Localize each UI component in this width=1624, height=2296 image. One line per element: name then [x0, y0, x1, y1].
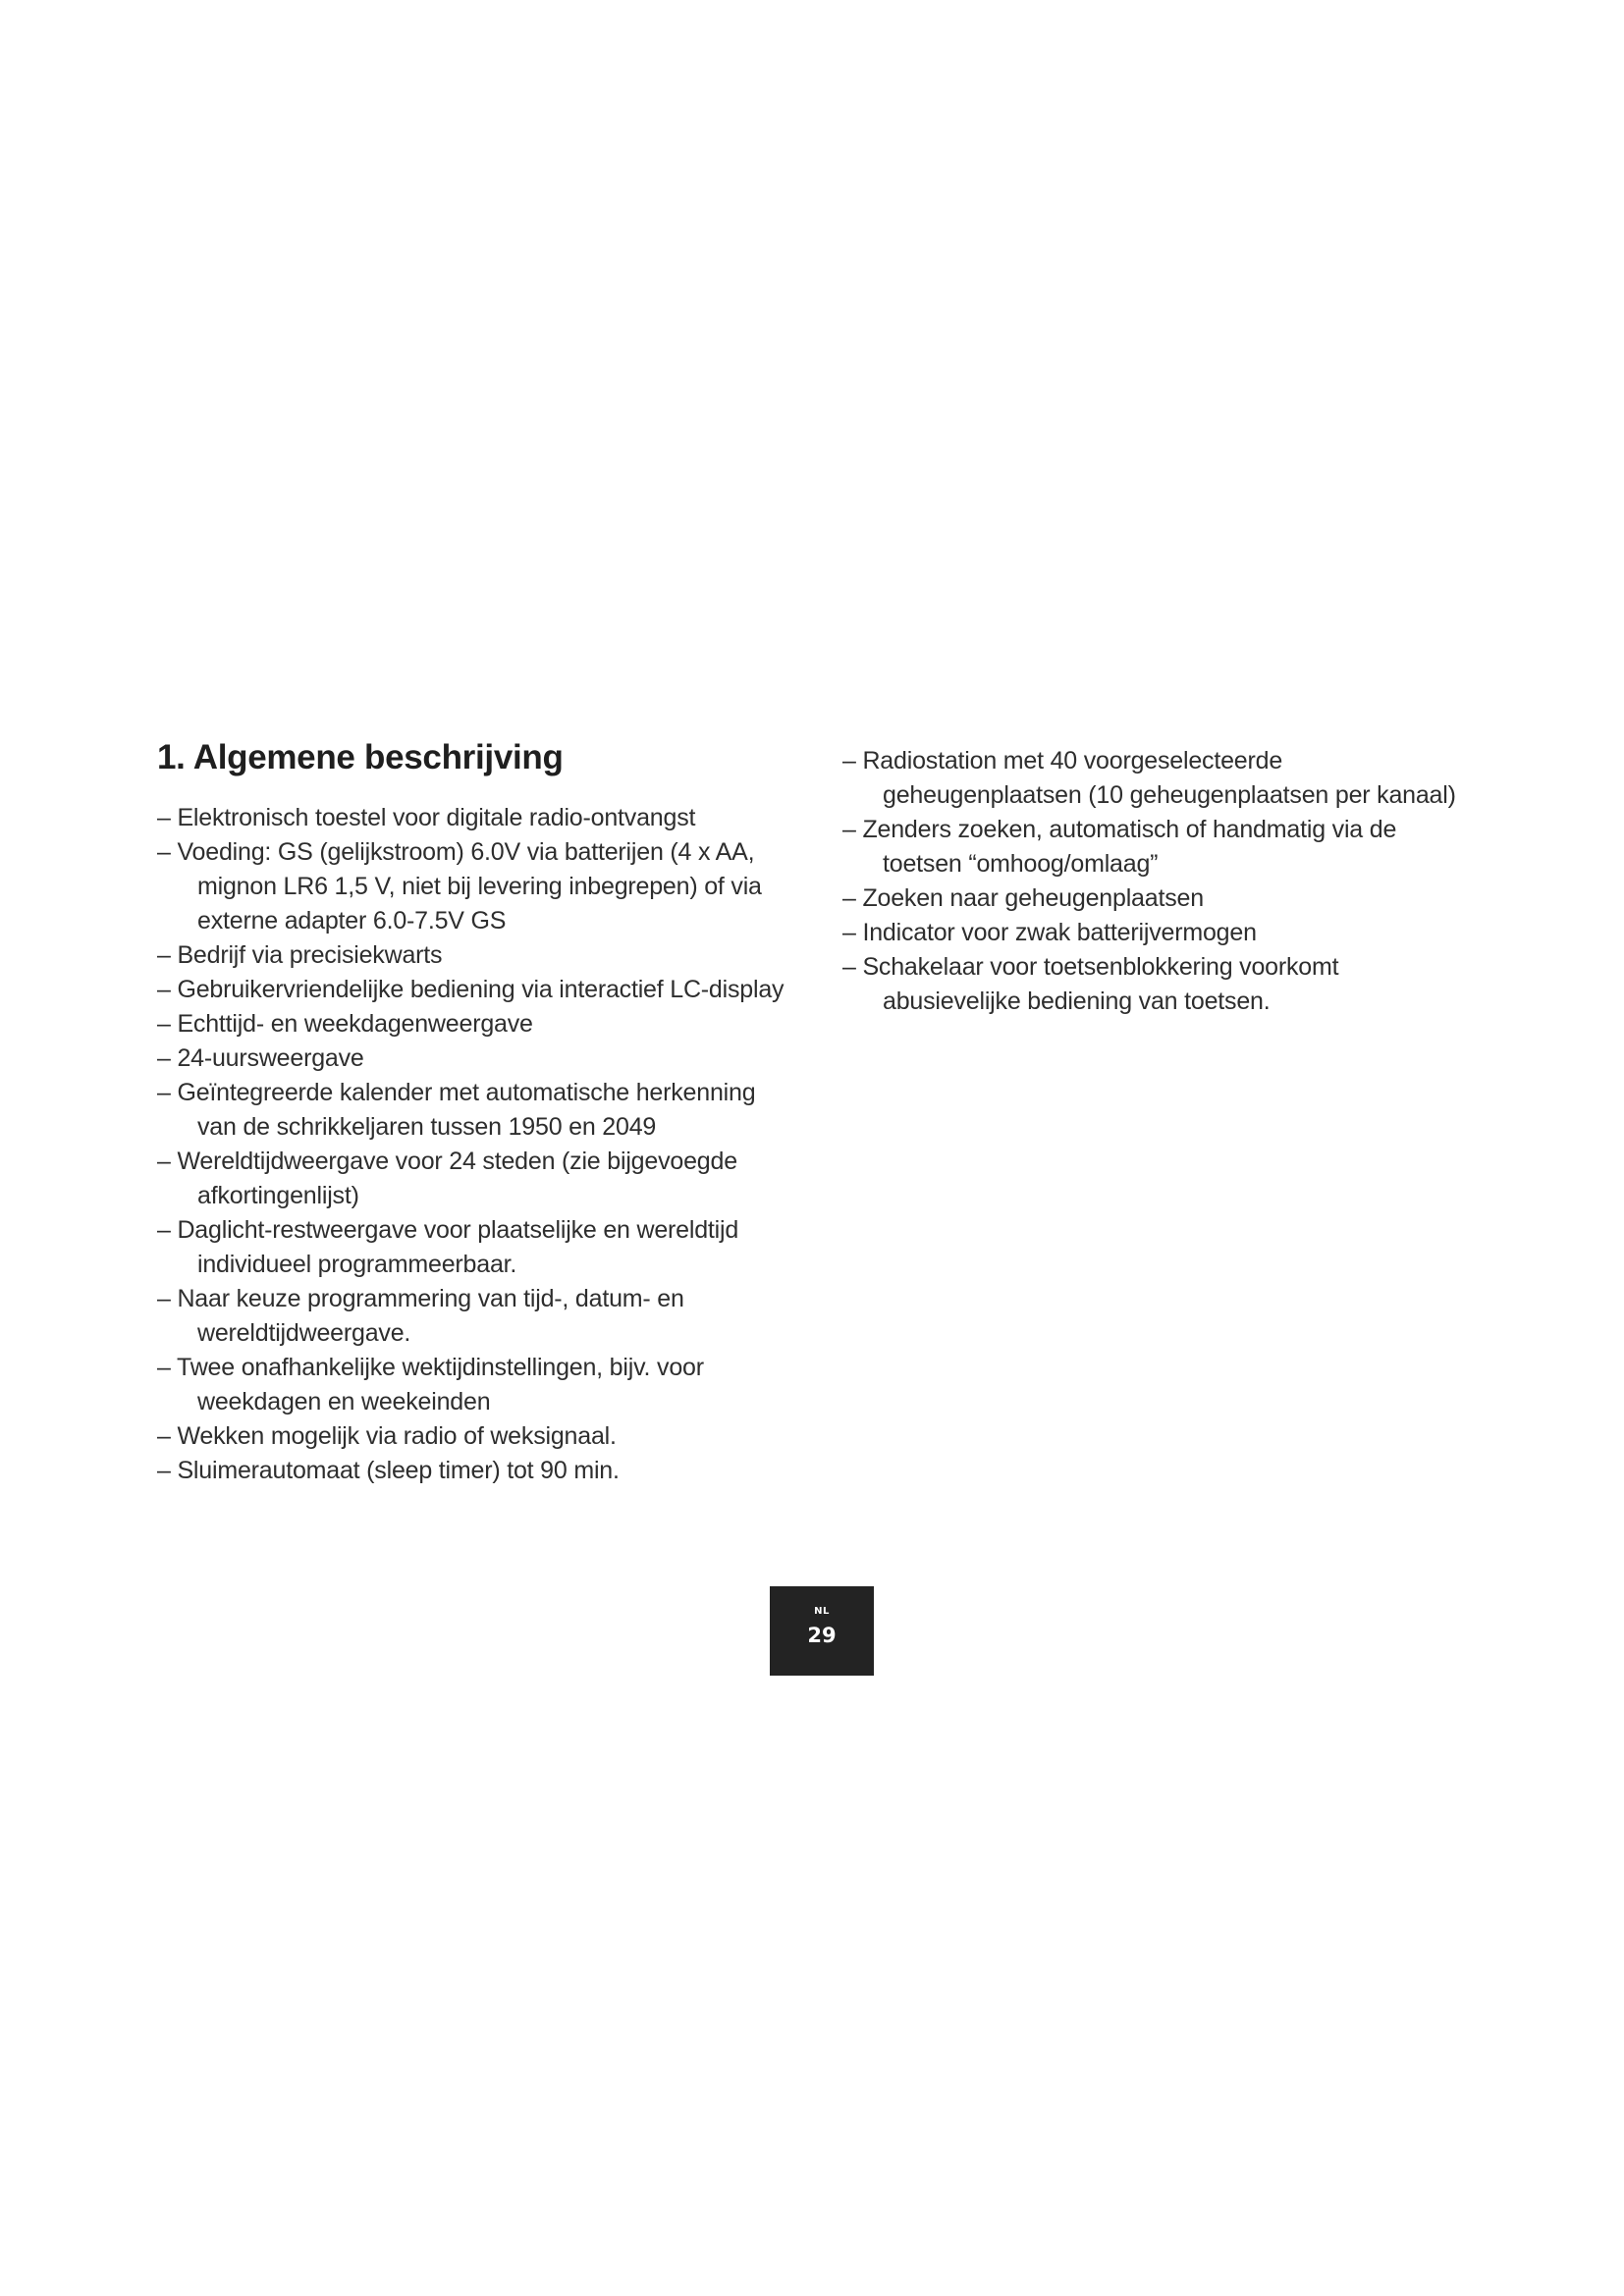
section-heading: 1. Algemene beschrijving	[157, 738, 564, 776]
list-item	[157, 1007, 805, 1041]
list-item	[157, 1351, 805, 1419]
list-item-text: – Bedrijf via precisiekwarts	[157, 941, 443, 969]
list-item-text: – Zenders zoeken, automatisch of handmatig via de	[842, 816, 1397, 843]
list-item-continuation: externe adapter 6.0-7.5V GS	[197, 907, 507, 934]
page-number: 29	[807, 1624, 837, 1647]
list-item	[842, 744, 1471, 813]
list-item-text: – 24-uursweergave	[157, 1044, 364, 1072]
list-item	[842, 813, 1471, 881]
list-item-text: – Schakelaar voor toetsenblokkering voorkomt	[842, 953, 1339, 981]
list-item	[157, 1145, 805, 1213]
list-item-text: – Twee onafhankelijke wektijdinstellingen, bijv. voor	[157, 1354, 704, 1381]
list-item	[157, 1041, 805, 1076]
list-item	[157, 938, 805, 973]
list-item-continuation: wereldtijdweergave.	[197, 1319, 411, 1347]
list-item	[157, 1454, 805, 1488]
list-item-text: – Voeding: GS (gelijkstroom) 6.0V via batterijen (4 x AA,	[157, 838, 755, 866]
list-item-continuation: geheugenplaatsen (10 geheugenplaatsen per kanaal)	[883, 781, 1456, 809]
list-item	[842, 916, 1471, 950]
list-item-continuation: van de schrikkeljaren tussen 1950 en 2049	[197, 1113, 657, 1141]
feature-list-right	[842, 744, 1471, 1019]
list-item	[157, 1419, 805, 1454]
list-item	[157, 801, 805, 835]
list-item-text: – Wereldtijdweergave voor 24 steden (zie bijgevoegde	[157, 1148, 737, 1175]
list-item-continuation: abusievelijke bediening van toetsen.	[883, 988, 1271, 1015]
list-item	[157, 1282, 805, 1351]
list-item-text: – Naar keuze programmering van tijd-, datum- en	[157, 1285, 684, 1312]
list-item	[842, 881, 1471, 916]
list-item	[157, 1076, 805, 1145]
list-item-text: – Echttijd- en weekdagenweergave	[157, 1010, 533, 1038]
language-code: NL	[814, 1606, 830, 1617]
feature-list-left	[157, 801, 805, 1488]
list-item-text: – Geïntegreerde kalender met automatische herkenning	[157, 1079, 756, 1106]
list-item-continuation: individueel programmeerbaar.	[197, 1251, 517, 1278]
list-item-text: – Sluimerautomaat (sleep timer) tot 90 min.	[157, 1457, 620, 1484]
list-item-text: – Elektronisch toestel voor digitale radio-ontvangst	[157, 804, 696, 831]
list-item-text: – Daglicht-restweergave voor plaatselijke en wereldtijd	[157, 1216, 739, 1244]
list-item	[842, 950, 1471, 1019]
list-item-continuation: afkortingenlijst)	[197, 1182, 359, 1209]
list-item-continuation: weekdagen en weekeinden	[197, 1388, 491, 1415]
page-number-badge	[770, 1586, 874, 1676]
list-item	[157, 973, 805, 1007]
list-item-continuation: mignon LR6 1,5 V, niet bij levering inbegrepen) of via	[197, 873, 762, 900]
list-item-text: – Wekken mogelijk via radio of weksignaal.	[157, 1422, 617, 1450]
list-item-text: – Zoeken naar geheugenplaatsen	[842, 884, 1204, 912]
list-item	[157, 1213, 805, 1282]
list-item-text: – Gebruikervriendelijke bediening via interactief LC-display	[157, 976, 785, 1003]
list-item-continuation: toetsen “omhoog/omlaag”	[883, 850, 1159, 878]
list-item-text: – Radiostation met 40 voorgeselecteerde	[842, 747, 1283, 774]
list-item	[157, 835, 805, 938]
list-item-text: – Indicator voor zwak batterijvermogen	[842, 919, 1257, 946]
